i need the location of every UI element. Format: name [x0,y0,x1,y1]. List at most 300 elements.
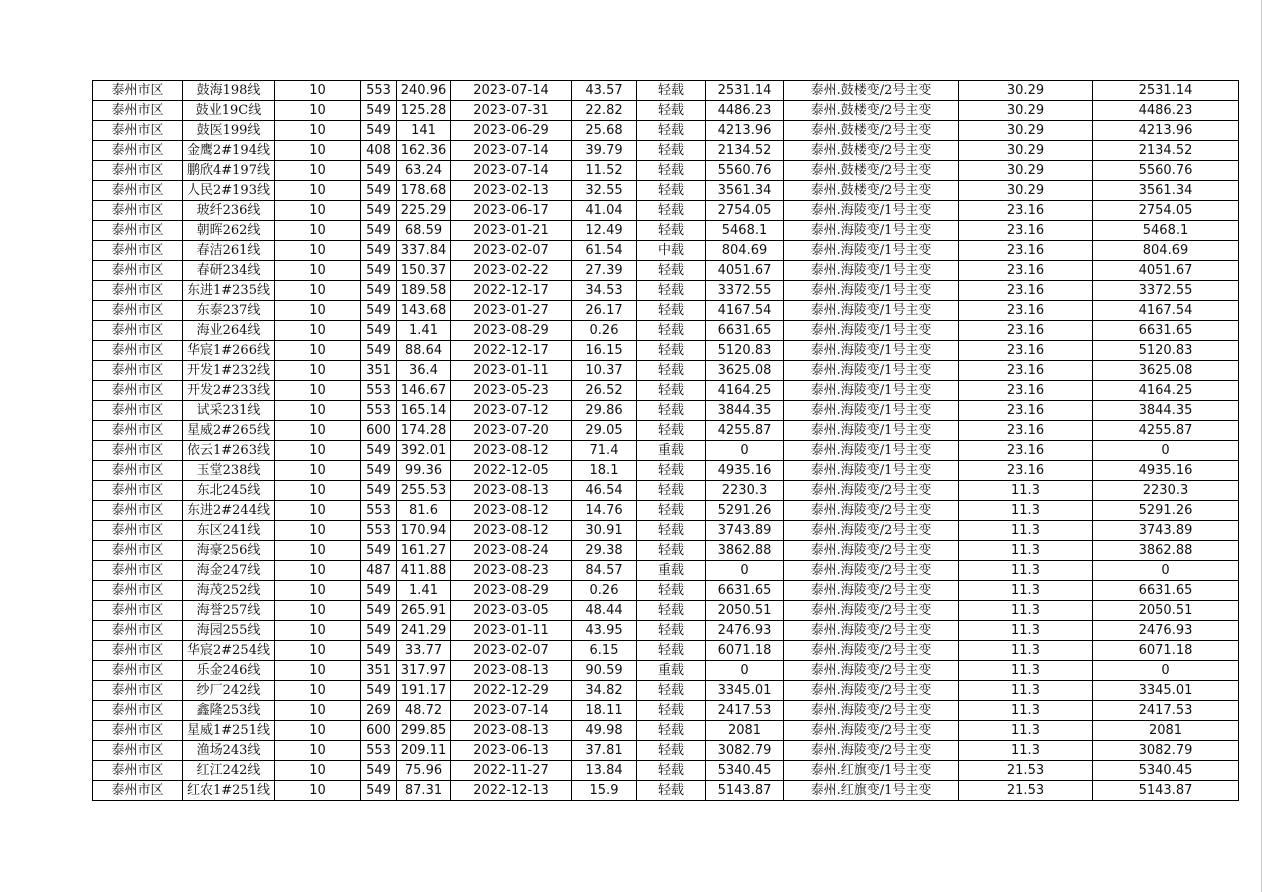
cell-rated-current: 549 [361,221,397,241]
cell-transformer-load-rate: 23.16 [959,361,1093,381]
cell-load-status: 轻载 [637,721,706,741]
cell-region: 泰州市区 [93,621,183,641]
cell-load-rate: 26.17 [572,301,637,321]
table-row [93,441,1239,461]
cell-voltage: 10 [275,541,361,561]
cell-transformer: 泰州.海陵变/1号主变 [784,241,959,261]
cell-rated-current: 549 [361,781,397,801]
cell-max-current: 146.67 [397,381,451,401]
cell-line-name: 渔场243线 [183,741,275,761]
cell-region: 泰州市区 [93,501,183,521]
cell-voltage: 10 [275,781,361,801]
cell-load-rate: 39.79 [572,141,637,161]
cell-line-name: 依云1#263线 [183,441,275,461]
cell-date: 2023-08-13 [451,721,572,741]
cell-transformer: 泰州.海陵变/2号主变 [784,501,959,521]
cell-voltage: 10 [275,421,361,441]
cell-rated-current: 351 [361,661,397,681]
cell-load-rate: 14.76 [572,501,637,521]
cell-remaining-capacity: 3082.79 [1093,741,1239,761]
cell-date: 2023-08-13 [451,481,572,501]
cell-region: 泰州市区 [93,761,183,781]
cell-transformer: 泰州.海陵变/2号主变 [784,641,959,661]
cell-date: 2022-12-17 [451,281,572,301]
cell-max-current: 48.72 [397,701,451,721]
table-row [93,721,1239,741]
cell-transformer: 泰州.海陵变/1号主变 [784,401,959,421]
cell-region: 泰州市区 [93,141,183,161]
cell-load-rate: 25.68 [572,121,637,141]
cell-date: 2023-08-24 [451,541,572,561]
cell-load-rate: 26.52 [572,381,637,401]
cell-voltage: 10 [275,141,361,161]
cell-transformer-load-rate: 23.16 [959,381,1093,401]
cell-line-name: 东泰237线 [183,301,275,321]
cell-transformer-load-rate: 23.16 [959,461,1093,481]
cell-rated-current: 549 [361,101,397,121]
cell-load-rate: 49.98 [572,721,637,741]
cell-line-name: 鼓海198线 [183,81,275,101]
cell-transformer: 泰州.海陵变/1号主变 [784,261,959,281]
cell-date: 2022-12-05 [451,461,572,481]
table-row [93,501,1239,521]
cell-load-rate: 61.54 [572,241,637,261]
cell-line-name: 鹏欣4#197线 [183,161,275,181]
cell-max-current: 191.17 [397,681,451,701]
cell-region: 泰州市区 [93,741,183,761]
table-row [93,361,1239,381]
cell-max-current: 75.96 [397,761,451,781]
table-row [93,341,1239,361]
cell-max-current: 165.14 [397,401,451,421]
cell-available-capacity: 3372.55 [706,281,784,301]
cell-voltage: 10 [275,401,361,421]
cell-load-rate: 11.52 [572,161,637,181]
cell-max-current: 170.94 [397,521,451,541]
table-row [93,481,1239,501]
cell-rated-current: 549 [361,541,397,561]
cell-rated-current: 553 [361,501,397,521]
cell-available-capacity: 3082.79 [706,741,784,761]
cell-voltage: 10 [275,161,361,181]
cell-rated-current: 549 [361,281,397,301]
cell-date: 2023-08-12 [451,521,572,541]
cell-max-current: 411.88 [397,561,451,581]
cell-rated-current: 549 [361,341,397,361]
cell-max-current: 143.68 [397,301,451,321]
cell-load-status: 轻载 [637,421,706,441]
cell-load-status: 中载 [637,241,706,261]
cell-date: 2023-07-14 [451,81,572,101]
cell-load-status: 轻载 [637,381,706,401]
cell-region: 泰州市区 [93,421,183,441]
cell-line-name: 开发2#233线 [183,381,275,401]
cell-rated-current: 549 [361,441,397,461]
cell-available-capacity: 3844.35 [706,401,784,421]
cell-date: 2023-01-27 [451,301,572,321]
cell-load-status: 轻载 [637,81,706,101]
cell-available-capacity: 804.69 [706,241,784,261]
cell-transformer: 泰州.海陵变/1号主变 [784,361,959,381]
cell-max-current: 392.01 [397,441,451,461]
cell-rated-current: 549 [361,481,397,501]
cell-available-capacity: 4935.16 [706,461,784,481]
cell-remaining-capacity: 3625.08 [1093,361,1239,381]
cell-remaining-capacity: 2230.3 [1093,481,1239,501]
cell-date: 2023-05-23 [451,381,572,401]
table-row [93,601,1239,621]
cell-load-status: 轻载 [637,261,706,281]
cell-line-name: 海园255线 [183,621,275,641]
cell-remaining-capacity: 804.69 [1093,241,1239,261]
cell-load-status: 轻载 [637,321,706,341]
cell-voltage: 10 [275,681,361,701]
cell-max-current: 174.28 [397,421,451,441]
cell-transformer-load-rate: 23.16 [959,301,1093,321]
cell-load-rate: 18.1 [572,461,637,481]
cell-region: 泰州市区 [93,381,183,401]
cell-transformer-load-rate: 11.3 [959,501,1093,521]
cell-region: 泰州市区 [93,461,183,481]
cell-date: 2022-11-27 [451,761,572,781]
cell-load-rate: 41.04 [572,201,637,221]
cell-load-status: 轻载 [637,281,706,301]
cell-date: 2023-07-14 [451,141,572,161]
cell-load-rate: 27.39 [572,261,637,281]
cell-load-status: 轻载 [637,361,706,381]
cell-voltage: 10 [275,381,361,401]
cell-load-status: 轻载 [637,541,706,561]
cell-region: 泰州市区 [93,241,183,261]
cell-available-capacity: 0 [706,561,784,581]
cell-date: 2023-01-21 [451,221,572,241]
cell-rated-current: 549 [361,621,397,641]
cell-voltage: 10 [275,581,361,601]
cell-voltage: 10 [275,221,361,241]
cell-max-current: 68.59 [397,221,451,241]
cell-region: 泰州市区 [93,361,183,381]
table-row [93,281,1239,301]
cell-rated-current: 549 [361,161,397,181]
cell-load-status: 轻载 [637,221,706,241]
cell-voltage: 10 [275,721,361,741]
cell-line-name: 华宸1#266线 [183,341,275,361]
cell-available-capacity: 4051.67 [706,261,784,281]
cell-load-status: 轻载 [637,501,706,521]
cell-rated-current: 553 [361,401,397,421]
cell-transformer-load-rate: 11.3 [959,521,1093,541]
cell-max-current: 299.85 [397,721,451,741]
cell-voltage: 10 [275,101,361,121]
cell-remaining-capacity: 2476.93 [1093,621,1239,641]
cell-max-current: 1.41 [397,321,451,341]
cell-remaining-capacity: 3372.55 [1093,281,1239,301]
cell-voltage: 10 [275,561,361,581]
cell-region: 泰州市区 [93,601,183,621]
cell-rated-current: 553 [361,741,397,761]
cell-available-capacity: 2050.51 [706,601,784,621]
cell-rated-current: 549 [361,461,397,481]
cell-transformer: 泰州.海陵变/1号主变 [784,381,959,401]
cell-region: 泰州市区 [93,781,183,801]
cell-load-rate: 15.9 [572,781,637,801]
cell-remaining-capacity: 4164.25 [1093,381,1239,401]
cell-region: 泰州市区 [93,201,183,221]
table-row [93,561,1239,581]
cell-voltage: 10 [275,621,361,641]
cell-load-status: 轻载 [637,461,706,481]
cell-remaining-capacity: 5468.1 [1093,221,1239,241]
table-row [93,461,1239,481]
cell-voltage: 10 [275,261,361,281]
cell-available-capacity: 6631.65 [706,321,784,341]
cell-rated-current: 549 [361,581,397,601]
cell-rated-current: 549 [361,761,397,781]
cell-line-name: 玻纤236线 [183,201,275,221]
cell-max-current: 241.29 [397,621,451,641]
feeder-load-table [92,80,1239,801]
cell-voltage: 10 [275,201,361,221]
cell-voltage: 10 [275,601,361,621]
cell-load-rate: 34.82 [572,681,637,701]
cell-date: 2023-07-12 [451,401,572,421]
cell-max-current: 162.36 [397,141,451,161]
cell-transformer: 泰州.鼓楼变/2号主变 [784,121,959,141]
cell-date: 2023-08-12 [451,441,572,461]
cell-date: 2023-08-23 [451,561,572,581]
cell-available-capacity: 4164.25 [706,381,784,401]
cell-transformer: 泰州.海陵变/1号主变 [784,461,959,481]
cell-transformer-load-rate: 11.3 [959,581,1093,601]
cell-load-rate: 6.15 [572,641,637,661]
cell-transformer: 泰州.海陵变/1号主变 [784,441,959,461]
table-row [93,301,1239,321]
cell-load-rate: 12.49 [572,221,637,241]
cell-load-status: 轻载 [637,741,706,761]
cell-date: 2023-08-13 [451,661,572,681]
cell-available-capacity: 2081 [706,721,784,741]
cell-region: 泰州市区 [93,161,183,181]
table-row [93,381,1239,401]
cell-rated-current: 487 [361,561,397,581]
cell-rated-current: 549 [361,301,397,321]
cell-region: 泰州市区 [93,681,183,701]
cell-remaining-capacity: 5143.87 [1093,781,1239,801]
cell-available-capacity: 2531.14 [706,81,784,101]
cell-region: 泰州市区 [93,121,183,141]
cell-transformer: 泰州.海陵变/2号主变 [784,621,959,641]
cell-load-rate: 37.81 [572,741,637,761]
cell-transformer-load-rate: 11.3 [959,601,1093,621]
cell-transformer: 泰州.海陵变/1号主变 [784,321,959,341]
cell-max-current: 209.11 [397,741,451,761]
cell-region: 泰州市区 [93,541,183,561]
table-row [93,181,1239,201]
cell-date: 2023-08-29 [451,581,572,601]
cell-max-current: 225.29 [397,201,451,221]
cell-line-name: 海金247线 [183,561,275,581]
cell-voltage: 10 [275,501,361,521]
cell-load-status: 轻载 [637,401,706,421]
cell-load-rate: 0.26 [572,321,637,341]
table-row [93,201,1239,221]
cell-load-status: 重载 [637,561,706,581]
cell-remaining-capacity: 0 [1093,441,1239,461]
cell-transformer: 泰州.鼓楼变/2号主变 [784,81,959,101]
cell-load-status: 重载 [637,661,706,681]
cell-transformer: 泰州.鼓楼变/2号主变 [784,141,959,161]
table-body [93,81,1239,801]
cell-date: 2023-07-14 [451,701,572,721]
cell-line-name: 乐金246线 [183,661,275,681]
cell-remaining-capacity: 4486.23 [1093,101,1239,121]
table-row [93,541,1239,561]
cell-region: 泰州市区 [93,221,183,241]
table-row [93,581,1239,601]
cell-rated-current: 351 [361,361,397,381]
cell-remaining-capacity: 4255.87 [1093,421,1239,441]
cell-available-capacity: 2476.93 [706,621,784,641]
cell-available-capacity: 4486.23 [706,101,784,121]
cell-transformer-load-rate: 30.29 [959,161,1093,181]
cell-transformer-load-rate: 11.3 [959,661,1093,681]
cell-load-rate: 30.91 [572,521,637,541]
cell-region: 泰州市区 [93,701,183,721]
cell-load-status: 轻载 [637,701,706,721]
cell-max-current: 1.41 [397,581,451,601]
cell-remaining-capacity: 2134.52 [1093,141,1239,161]
cell-available-capacity: 6071.18 [706,641,784,661]
cell-line-name: 人民2#193线 [183,181,275,201]
cell-transformer: 泰州.海陵变/1号主变 [784,201,959,221]
table-row [93,161,1239,181]
table-row [93,261,1239,281]
cell-transformer: 泰州.海陵变/1号主变 [784,341,959,361]
cell-remaining-capacity: 4213.96 [1093,121,1239,141]
cell-load-rate: 71.4 [572,441,637,461]
cell-load-rate: 84.57 [572,561,637,581]
table-row [93,621,1239,641]
cell-voltage: 10 [275,281,361,301]
cell-max-current: 88.64 [397,341,451,361]
cell-transformer-load-rate: 23.16 [959,321,1093,341]
cell-remaining-capacity: 2754.05 [1093,201,1239,221]
cell-available-capacity: 3625.08 [706,361,784,381]
cell-available-capacity: 5143.87 [706,781,784,801]
cell-region: 泰州市区 [93,581,183,601]
cell-remaining-capacity: 5340.45 [1093,761,1239,781]
cell-date: 2023-01-11 [451,361,572,381]
cell-region: 泰州市区 [93,301,183,321]
cell-load-status: 轻载 [637,121,706,141]
cell-remaining-capacity: 2081 [1093,721,1239,741]
cell-transformer: 泰州.海陵变/2号主变 [784,721,959,741]
cell-line-name: 朝晖262线 [183,221,275,241]
cell-transformer: 泰州.海陵变/2号主变 [784,601,959,621]
cell-load-status: 轻载 [637,681,706,701]
table-row [93,321,1239,341]
cell-load-status: 轻载 [637,161,706,181]
cell-transformer-load-rate: 11.3 [959,561,1093,581]
table-row [93,781,1239,801]
cell-remaining-capacity: 5560.76 [1093,161,1239,181]
cell-region: 泰州市区 [93,261,183,281]
cell-remaining-capacity: 3345.01 [1093,681,1239,701]
cell-max-current: 255.53 [397,481,451,501]
table-row [93,681,1239,701]
cell-available-capacity: 3743.89 [706,521,784,541]
cell-line-name: 海誉257线 [183,601,275,621]
cell-transformer-load-rate: 21.53 [959,781,1093,801]
cell-voltage: 10 [275,341,361,361]
cell-load-rate: 29.86 [572,401,637,421]
cell-available-capacity: 3862.88 [706,541,784,561]
cell-remaining-capacity: 5120.83 [1093,341,1239,361]
cell-transformer: 泰州.海陵变/1号主变 [784,301,959,321]
cell-max-current: 161.27 [397,541,451,561]
cell-load-status: 轻载 [637,781,706,801]
cell-rated-current: 549 [361,601,397,621]
cell-date: 2023-03-05 [451,601,572,621]
cell-max-current: 337.84 [397,241,451,261]
cell-date: 2022-12-17 [451,341,572,361]
cell-max-current: 189.58 [397,281,451,301]
cell-transformer-load-rate: 11.3 [959,541,1093,561]
cell-available-capacity: 2134.52 [706,141,784,161]
cell-remaining-capacity: 0 [1093,661,1239,681]
cell-available-capacity: 2754.05 [706,201,784,221]
cell-load-status: 轻载 [637,641,706,661]
cell-transformer-load-rate: 23.16 [959,221,1093,241]
cell-transformer-load-rate: 30.29 [959,121,1093,141]
cell-load-status: 轻载 [637,141,706,161]
cell-max-current: 81.6 [397,501,451,521]
cell-available-capacity: 3561.34 [706,181,784,201]
cell-transformer-load-rate: 11.3 [959,741,1093,761]
cell-load-status: 轻载 [637,521,706,541]
cell-transformer: 泰州.海陵变/1号主变 [784,281,959,301]
cell-date: 2023-06-13 [451,741,572,761]
cell-available-capacity: 0 [706,661,784,681]
cell-line-name: 东区241线 [183,521,275,541]
cell-remaining-capacity: 0 [1093,561,1239,581]
cell-load-status: 轻载 [637,301,706,321]
table-row [93,241,1239,261]
cell-rated-current: 549 [361,181,397,201]
cell-line-name: 华宸2#254线 [183,641,275,661]
cell-voltage: 10 [275,641,361,661]
table-row [93,141,1239,161]
cell-rated-current: 553 [361,521,397,541]
cell-remaining-capacity: 3862.88 [1093,541,1239,561]
cell-transformer-load-rate: 23.16 [959,421,1093,441]
cell-load-rate: 0.26 [572,581,637,601]
cell-transformer-load-rate: 30.29 [959,181,1093,201]
cell-load-rate: 48.44 [572,601,637,621]
cell-date: 2023-01-11 [451,621,572,641]
cell-line-name: 星威2#265线 [183,421,275,441]
cell-available-capacity: 6631.65 [706,581,784,601]
cell-region: 泰州市区 [93,481,183,501]
cell-load-rate: 32.55 [572,181,637,201]
cell-available-capacity: 4167.54 [706,301,784,321]
cell-rated-current: 549 [361,241,397,261]
cell-rated-current: 549 [361,261,397,281]
cell-load-rate: 18.11 [572,701,637,721]
cell-region: 泰州市区 [93,81,183,101]
cell-max-current: 33.77 [397,641,451,661]
cell-region: 泰州市区 [93,101,183,121]
